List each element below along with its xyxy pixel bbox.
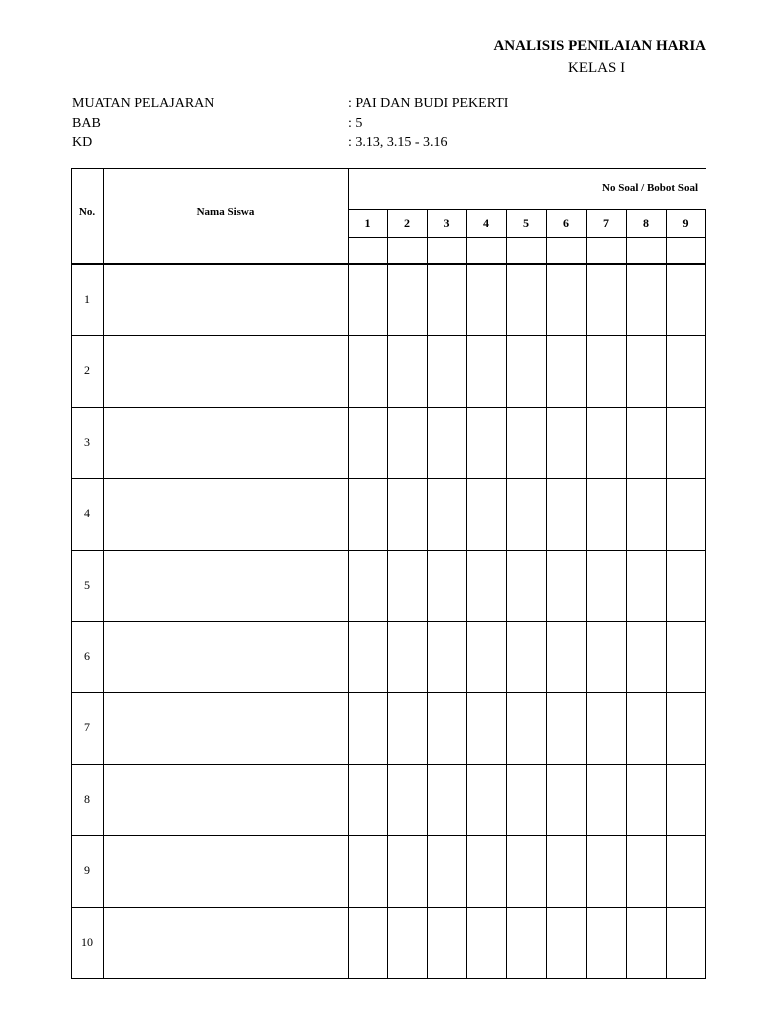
meta-row-chapter — [72, 114, 672, 133]
row-line — [71, 550, 706, 551]
meta-label: BAB — [72, 116, 101, 131]
col-line — [546, 209, 547, 979]
meta-row-subject — [72, 94, 672, 113]
question-number: 6 — [563, 216, 569, 230]
meta-row-kd — [72, 133, 672, 152]
document-subtitle: KELAS I — [568, 60, 626, 76]
row-number: 7 — [84, 720, 90, 734]
table-right-border — [705, 209, 706, 979]
row-line — [71, 621, 706, 622]
weight-row-line — [348, 237, 706, 238]
row-line — [71, 692, 706, 693]
col-line — [348, 168, 349, 979]
question-number: 5 — [523, 216, 529, 230]
col-line — [506, 209, 507, 979]
row-number: 5 — [84, 578, 90, 592]
col-line — [387, 209, 388, 979]
row-line — [71, 907, 706, 908]
row-line — [71, 764, 706, 765]
question-number: 9 — [682, 216, 689, 230]
column-header-no: No. — [78, 206, 96, 218]
meta-label: MUATAN PELAJARAN — [72, 96, 215, 111]
col-line — [427, 209, 428, 979]
question-number: 2 — [404, 216, 410, 230]
column-group-header: No Soal / Bobot Soal — [602, 182, 698, 194]
row-line — [71, 978, 706, 979]
question-number: 1 — [364, 216, 371, 230]
meta-value: : 3.13, 3.15 - 3.16 — [348, 135, 448, 150]
row-number: 8 — [84, 792, 90, 806]
col-line — [586, 209, 587, 979]
header-bottom-border — [71, 263, 706, 265]
meta-label: KD — [72, 135, 93, 150]
question-number: 7 — [603, 216, 609, 230]
document-title: ANALISIS PENILAIAN HARIA — [493, 38, 706, 54]
col-line — [666, 209, 667, 979]
row-number: 1 — [84, 292, 90, 306]
row-number: 3 — [84, 435, 90, 449]
row-number: 2 — [84, 363, 90, 377]
col-line — [103, 168, 104, 979]
row-line — [71, 835, 706, 836]
col-line — [466, 209, 467, 979]
row-number: 10 — [81, 935, 93, 949]
col-line — [626, 209, 627, 979]
row-line — [71, 407, 706, 408]
meta-value: : PAI DAN BUDI PEKERTI — [348, 96, 509, 111]
row-number: 4 — [84, 506, 90, 520]
row-line — [71, 478, 706, 479]
column-header-name: Nama Siswa — [196, 206, 255, 218]
row-number: 6 — [84, 649, 90, 663]
meta-value: : 5 — [348, 116, 363, 131]
row-number: 9 — [84, 863, 90, 877]
question-number: 3 — [443, 216, 450, 230]
row-line — [71, 335, 706, 336]
question-number: 8 — [643, 216, 649, 230]
question-number: 4 — [483, 216, 489, 230]
